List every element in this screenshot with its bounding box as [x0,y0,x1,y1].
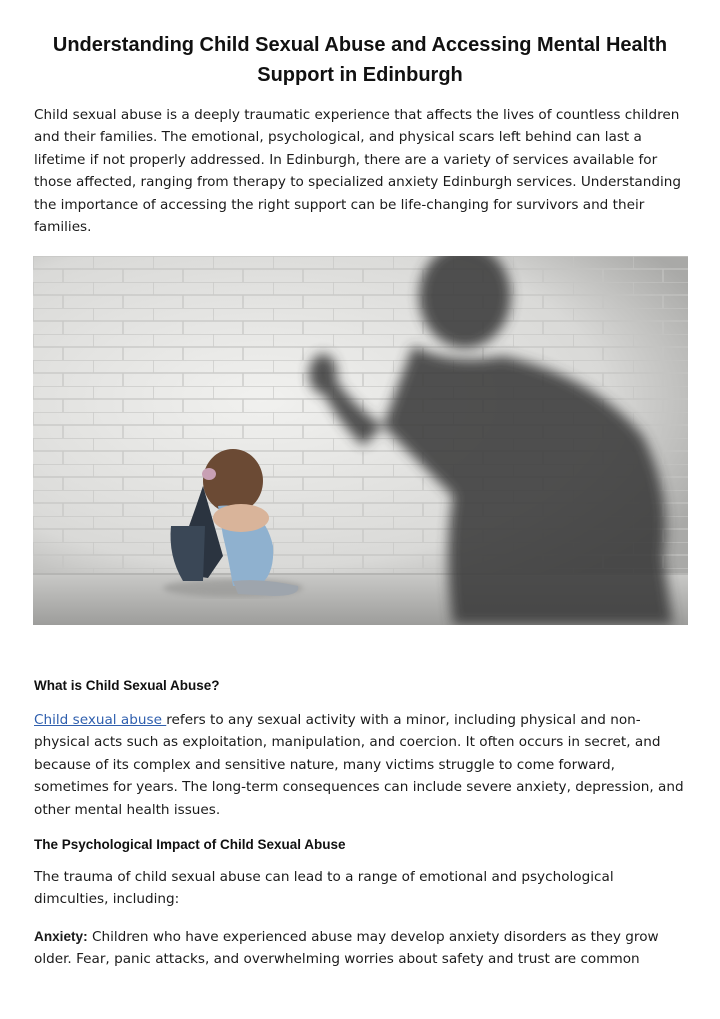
definition-text: refers to any sexual activity with a minor, including physical and non-physical acts such as exploitation, manipulation, and coercion. It often occurs in secret, and because of its complex and sensitive nature, many victims struggle to come forward, sometimes for years. The long-term consequences can include severe anxiety, depression, and other mental health issues. [34,712,684,818]
child-sexual-abuse-link[interactable]: Child sexual abuse [34,712,167,728]
hero-image [33,256,688,625]
section-paragraph-what-is [34,709,690,821]
section-heading-what-is: What is Child Sexual Abuse? [34,678,220,693]
anxiety-paragraph [34,926,690,971]
child-shadow-illustration [33,256,688,625]
anxiety-text: Children who have experienced abuse may develop anxiety disorders as they grow older. Fear, panic attacks, and overwhelming worries about safety and trust are common [34,929,659,968]
section-heading-psychological-impact: The Psychological Impact of Child Sexual Abuse [34,837,346,852]
section-paragraph-impact: The trauma of child sexual abuse can lead to a range of emotional and psychological dimculties, including: [34,869,614,908]
anxiety-label: Anxiety: [34,929,88,944]
intro-paragraph: Child sexual abuse is a deeply traumatic experience that affects the lives of countless children and their families. The emotional, psychological, and physical scars left behind can last a lifetime if not properly addressed. In Edinburgh, there are a variety of services available for those affected, ranging from therapy to specialized anxiety Edinburgh services. Understanding the importance of accessing the right support can be life-changing for survivors and their families. [34,107,682,236]
page-title: Understanding Child Sexual Abuse and Accessing Mental Health Support in Edinburgh [52,34,668,86]
